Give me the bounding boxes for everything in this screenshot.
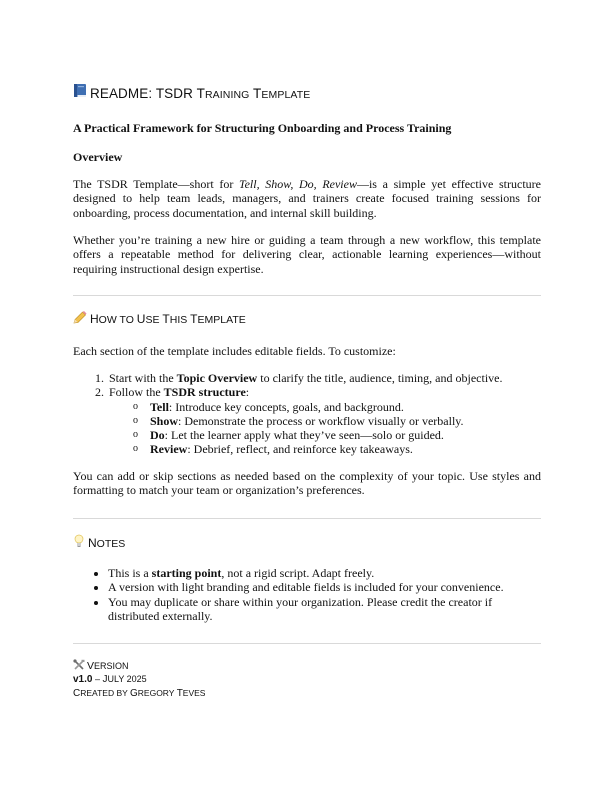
lightbulb-icon <box>73 534 85 551</box>
list-item: • A version with light branding and editable fields is included for your convenience. <box>108 580 541 594</box>
list-item: • You may duplicate or share within your organization. Please credit the creator if distributed externally. <box>108 595 541 624</box>
document-title: README: TSDR TRAINING TEMPLATE <box>73 83 310 103</box>
how-to-heading: HOW TO USE THIS TEMPLATE <box>73 311 246 327</box>
document-subtitle: A Practical Framework for Structuring Onboarding and Process Training <box>73 121 452 135</box>
notes-heading: NOTES <box>73 534 125 551</box>
list-item: • This is a starting point, not a rigid script. Adapt freely. <box>108 566 541 580</box>
title-tsdr: TSDR <box>155 85 193 101</box>
list-item: o Do: Let the learner apply what they’ve seen—solo or guided. <box>133 428 502 442</box>
pencil-icon <box>73 311 87 327</box>
version-number: v1.0 – JULY 2025 <box>73 674 147 685</box>
overview-paragraph-2: Whether you’re training a new hire or guiding a team through a new workflow, this template offers a repeatable method for delivering clear, actionable learning experiences—without requiring instructional design expertise. <box>73 233 541 276</box>
list-item: o Tell: Introduce key concepts, goals, and background. <box>133 400 502 414</box>
created-by: CREATED BY GREGORY TEVES <box>73 688 206 699</box>
list-item: o Show: Demonstrate the process or workflow visually or verbally. <box>133 414 502 428</box>
tsdr-sublist <box>109 400 502 457</box>
overview-paragraph-1: The TSDR Template—short for Tell, Show, Do, Review—is a simple yet effective structure designed to help team leads, managers, and trainers create focused training sessions for onboarding, process documentation, and internal skill building. <box>73 177 541 220</box>
version-heading: VERSION <box>73 659 129 673</box>
book-icon <box>73 83 87 103</box>
list-item: 1. Start with the Topic Overview to clarify the title, audience, timing, and objective. <box>107 371 502 385</box>
how-to-closing: You can add or skip sections as needed based on the complexity of your topic. Use styles and formatting to match your team or organization’s preferences. <box>73 469 541 498</box>
list-item: o Review: Debrief, reflect, and reinforce key takeaways. <box>133 442 502 456</box>
notes-list <box>73 566 541 623</box>
tools-icon <box>73 659 85 673</box>
steps-list <box>73 371 502 457</box>
overview-heading: Overview <box>73 150 123 164</box>
divider <box>73 518 541 519</box>
list-item: 2. Follow the TSDR structure: o Tell: Introduce key concepts, goals, and background. o Show: Demonstrate the process or workflow visually or verbally. o Do: Let the learner apply what they’ve seen—solo or guided. o Review: Debrief, reflect, and reinforce key takeaways. <box>107 385 502 456</box>
how-to-intro: Each section of the template includes editable fields. To customize: <box>73 344 396 358</box>
title-readme: README: <box>90 85 153 101</box>
divider <box>73 295 541 296</box>
divider <box>73 643 541 644</box>
